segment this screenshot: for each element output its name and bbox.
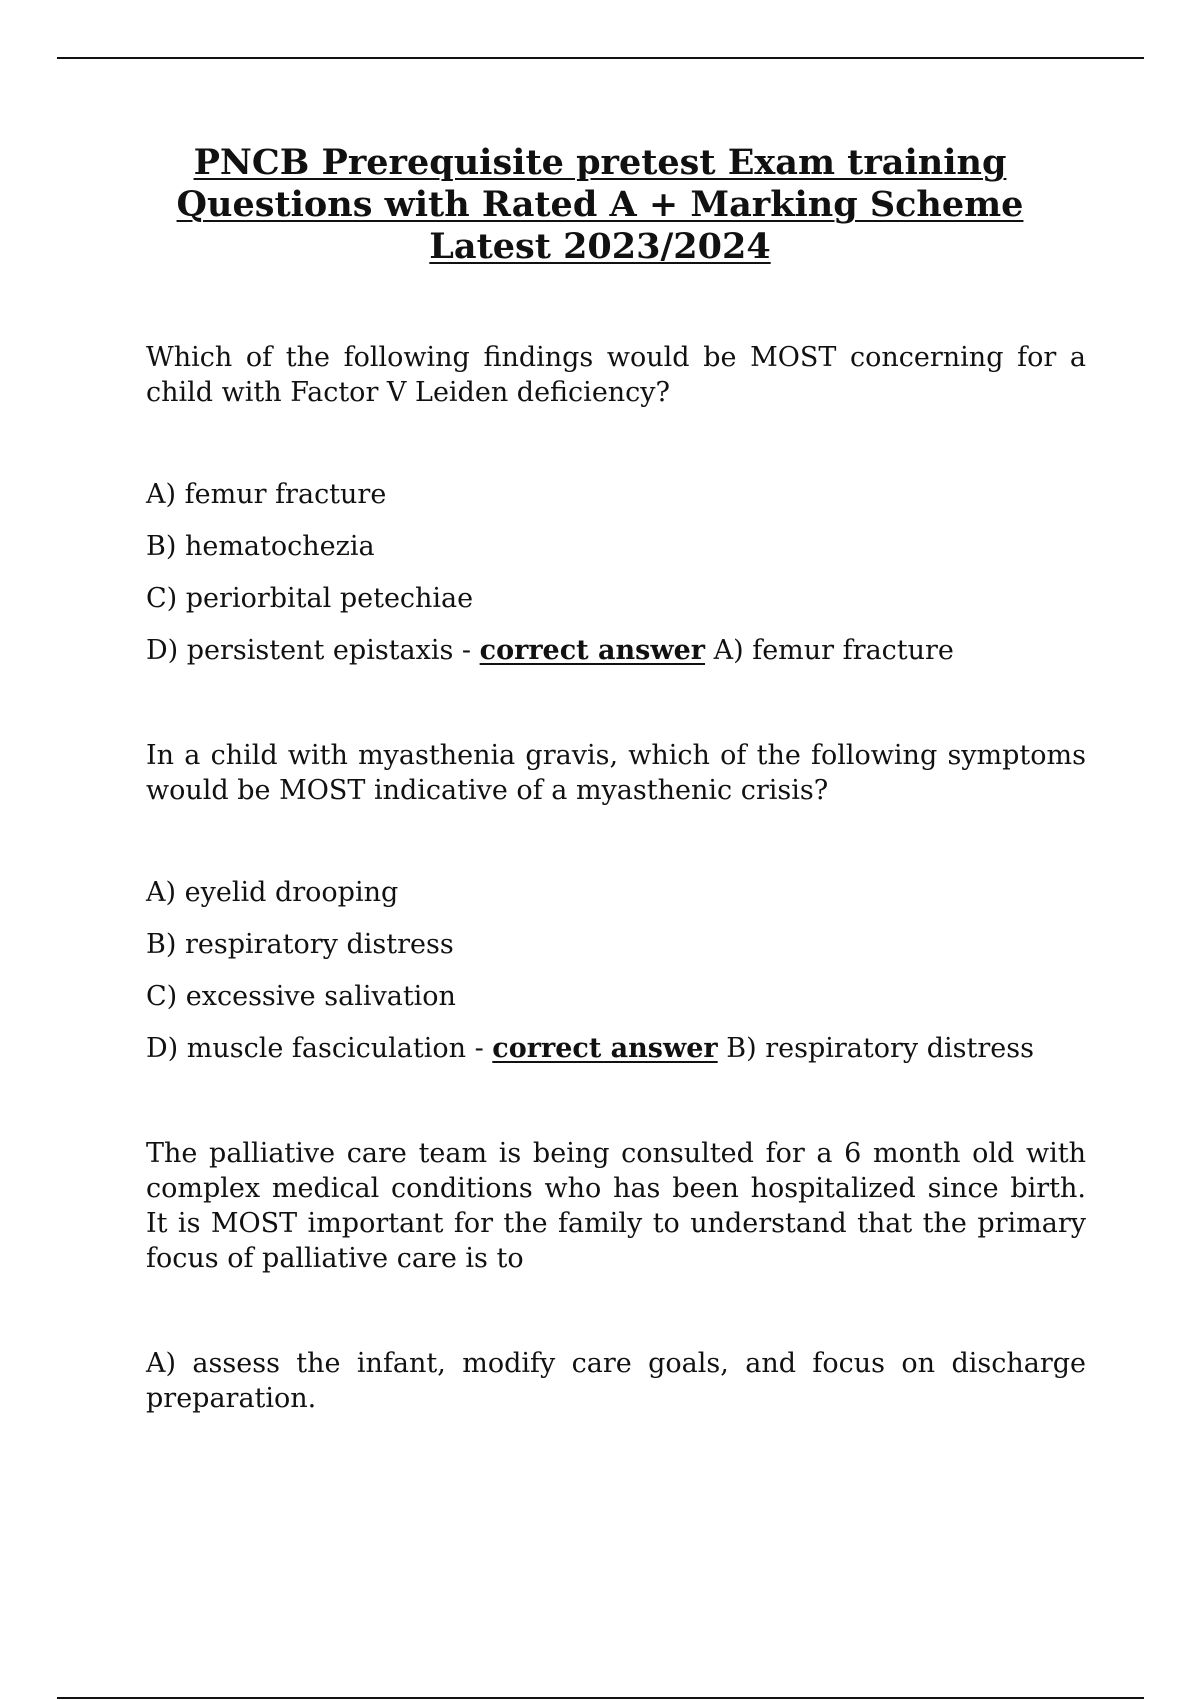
question-2-option-d-text: D) muscle fasciculation - <box>146 1033 493 1064</box>
question-1-correct-answer: A) femur fracture <box>705 635 954 666</box>
question-2-stem: In a child with myasthenia gravis, which of the following symptoms would be MOST indicative of a myasthenic crisis? <box>146 740 1086 806</box>
question-2-option-c: C) excessive salivation <box>146 981 456 1012</box>
title-line-2: Questions with Rated A + Marking Scheme <box>176 184 1024 225</box>
question-1-option-b: B) hematochezia <box>146 531 375 562</box>
question-1-option-d <box>146 633 1086 668</box>
document-title <box>140 142 1060 268</box>
question-2-option-a: A) eyelid drooping <box>146 877 399 908</box>
question-2-option-d <box>146 1031 1086 1066</box>
question-3-stem: The palliative care team is being consulted for a 6 month old with complex medical conditions who has been hospitalized since birth. It is MOST important for the family to understand that the primary focus of palliative care is to <box>146 1138 1086 1274</box>
title-line-3: Latest 2023/2024 <box>429 226 771 267</box>
bottom-rule <box>57 1697 1144 1699</box>
question-3-option-a: A) assess the infant, modify care goals, and focus on discharge preparation. <box>146 1348 1086 1414</box>
question-1-stem: Which of the following findings would be MOST concerning for a child with Factor V Leiden deficiency? <box>146 342 1086 408</box>
question-2-correct-answer-label: correct answer <box>492 1033 718 1064</box>
title-line-1: PNCB Prerequisite pretest Exam training <box>193 142 1007 183</box>
question-1-option-d-text: D) persistent epistaxis - <box>146 635 480 666</box>
question-1-correct-answer-label: correct answer <box>479 635 706 666</box>
top-rule <box>57 57 1144 59</box>
question-2-correct-answer: B) respiratory distress <box>717 1033 1034 1064</box>
question-1-option-a: A) femur fracture <box>146 479 387 510</box>
question-2-option-b: B) respiratory distress <box>146 929 454 960</box>
question-1-option-c: C) periorbital petechiae <box>146 583 474 614</box>
